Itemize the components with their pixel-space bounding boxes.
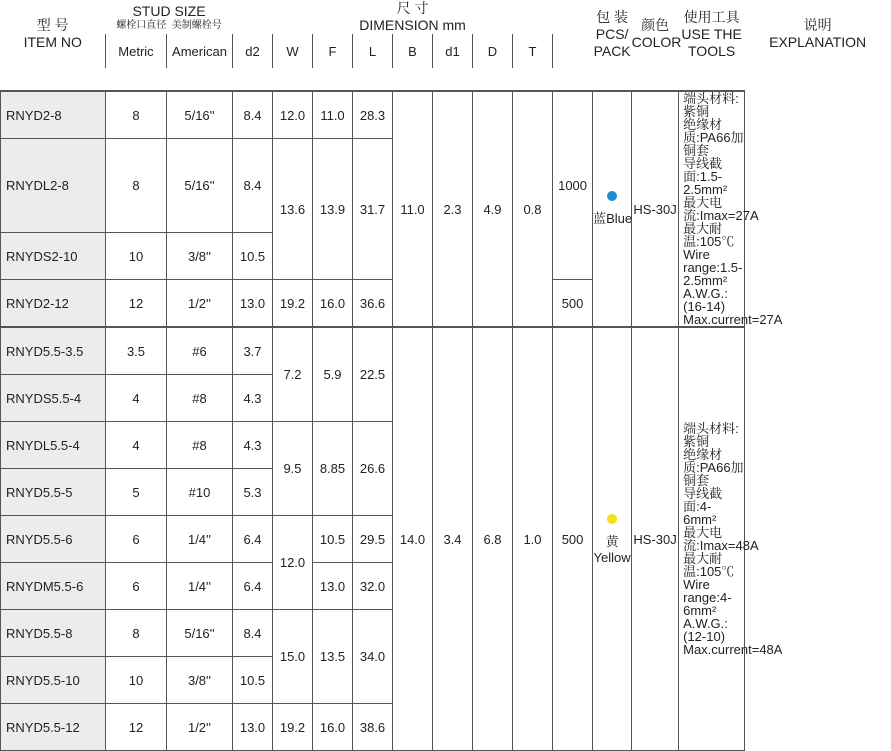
d2-cell: 4.3 [233,422,273,469]
d2-cell: 3.7 [233,327,273,375]
d2-cell: 8.4 [233,91,273,139]
expl-line: 最大耐温:105℃ [683,221,735,249]
expl-line: 导线截面:1.5-2.5mm² [683,156,728,197]
tools-cn: 使用工具 [683,8,740,25]
l-cell: 32.0 [353,563,393,610]
f-cell: 16.0 [313,704,353,751]
metric-cell: 8 [106,139,167,233]
expl-line: 绝缘材质:PA66加铜套 [683,117,744,158]
pack-en1: PCS/ [595,25,629,42]
blue-color-swatch [607,191,617,201]
item-header-cn: 型 号 [36,17,69,33]
d-cell: 4.9 [473,91,513,327]
item-header-en: ITEM NO [23,34,82,50]
l-cell: 31.7 [353,139,393,280]
explanation-cell [679,327,783,751]
group-2mm [1,91,891,327]
w-cell: 19.2 [273,704,313,751]
metric-cell: 5 [106,469,167,516]
f-cell: 8.85 [313,422,353,516]
w-cell: 12.0 [273,516,313,610]
l-cell: 36.6 [353,280,393,328]
d1-cell: 2.3 [433,91,473,327]
american-cell: #10 [167,469,233,516]
item-cell: RNYDM5.5-6 [1,563,106,610]
metric-cell: 12 [106,704,167,751]
american-cell: 1/2'' [167,704,233,751]
expl-line: A.W.G.:(16-14) [683,286,728,314]
dimension-header [233,0,593,34]
expl-line: Wire range:4-6mm² [683,577,732,618]
d-cell: 6.8 [473,327,513,751]
b-header: B [393,34,433,68]
explanation-header [745,0,891,68]
t-cell: 0.8 [513,91,553,327]
stud-metric-cn: 螺栓口直径 [116,19,167,31]
item-cell: RNYDS2-10 [1,233,106,280]
item-cell: RNYD5.5-10 [1,657,106,704]
expl-line: 最大电流:Imax=27A [683,195,759,223]
expl-line: 导线截面:4-6mm² [683,486,723,527]
w-cell: 7.2 [273,327,313,422]
color-header [631,0,682,68]
d2-cell: 10.5 [233,233,273,280]
d2-cell: 4.3 [233,375,273,422]
dimension-en: DIMENSION mm [359,17,466,33]
l-cell: 38.6 [353,704,393,751]
f-header: F [313,34,353,68]
f-cell: 11.0 [313,91,353,139]
d2-cell: 5.3 [233,469,273,516]
item-cell: RNYD5.5-5 [1,469,106,516]
f-cell: 13.5 [313,610,353,704]
item-cell: RNYDL2-8 [1,139,106,233]
w-cell: 13.6 [273,139,313,280]
expl-line: 最大耐温:105℃ [683,551,735,579]
d2-header: d2 [233,34,273,68]
dimension-cn: 尺 寸 [396,0,429,16]
expl-line: 端头材料:紫铜 [683,91,739,119]
stud-size-title: STUD SIZE [132,2,206,19]
d1-cell: 3.4 [433,327,473,751]
pack-cn: 包 装 [596,8,629,25]
american-cell: 1/4'' [167,563,233,610]
expl-line: 端头材料:紫铜 [683,421,739,449]
item-cell: RNYD5.5-8 [1,610,106,657]
tool-cell: HS-30J [632,91,679,327]
american-cell: 5/16'' [167,139,233,233]
item-cell: RNYD5.5-3.5 [1,327,106,375]
explanation-cn: 说明 [803,17,832,33]
expl-line: 最大电流:Imax=48A [683,525,759,553]
american-cell: 5/16'' [167,610,233,657]
item-cell: RNYDL5.5-4 [1,422,106,469]
american-header: American [167,34,233,68]
d2-cell: 6.4 [233,563,273,610]
explanation-cell [679,91,783,327]
item-cell: RNYD2-8 [1,91,106,139]
t-header: T [513,34,553,68]
color-cn: 黄 [605,533,619,549]
american-cell: #6 [167,327,233,375]
metric-cell: 10 [106,233,167,280]
d2-cell: 8.4 [233,139,273,233]
american-cell: 3/8'' [167,657,233,704]
expl-line: Max.current=48A [683,642,783,657]
metric-cell: 8 [106,91,167,139]
metric-cell: 10 [106,657,167,704]
l-header: L [353,34,393,68]
t-cell: 1.0 [513,327,553,751]
pack-en2: PACK [593,42,631,59]
american-cell: 5/16'' [167,91,233,139]
w-cell: 12.0 [273,91,313,139]
color-cell [593,91,632,327]
american-cell: 1/2'' [167,280,233,328]
tools-en2: TOOLS [688,42,736,59]
expl-line: A.W.G.:(12-10) [683,616,728,644]
expl-line: Max.current=27A [683,312,783,327]
american-cell: 1/4'' [167,516,233,563]
group-5-5mm [1,327,891,751]
color-en: COLOR [631,34,682,50]
expl-line: 绝缘材质:PA66加铜套 [683,447,744,488]
b-cell: 11.0 [393,91,433,327]
item-cell: RNYD5.5-6 [1,516,106,563]
item-cell: RNYD5.5-12 [1,704,106,751]
table-row [1,91,891,139]
w-cell: 9.5 [273,422,313,516]
l-cell: 22.5 [353,327,393,422]
d2-cell: 6.4 [233,516,273,563]
color-cn: 颜色 [641,17,670,33]
stud-american-cn: 美制螺栓号 [171,19,222,31]
f-cell: 10.5 [313,516,353,563]
metric-header: Metric [106,34,167,68]
f-cell: 13.0 [313,563,353,610]
f-cell: 5.9 [313,327,353,422]
table-row [1,327,891,375]
metric-cell: 4 [106,375,167,422]
stud-size-header [106,0,233,34]
pack-header [593,0,632,68]
metric-cell: 8 [106,610,167,657]
tools-en1: USE THE [681,25,742,42]
item-header [1,0,106,68]
tool-cell: HS-30J [632,327,679,751]
item-cell: RNYDS5.5-4 [1,375,106,422]
color-label: 蓝Blue [593,211,633,226]
pack-cell: 1000 [553,91,593,280]
color-en: Yellow [593,549,631,565]
w-header: W [273,34,313,68]
explanation-en: EXPLANATION [769,34,867,50]
l-cell: 26.6 [353,422,393,516]
f-cell: 13.9 [313,139,353,280]
metric-cell: 12 [106,280,167,328]
b-cell: 14.0 [393,327,433,751]
tools-header [679,0,745,68]
d2-cell: 13.0 [233,280,273,328]
american-cell: 3/8'' [167,233,233,280]
d1-header: d1 [433,34,473,68]
pack-cell: 500 [553,280,593,328]
metric-cell: 3.5 [106,327,167,375]
w-cell: 19.2 [273,280,313,328]
yellow-color-swatch [607,514,617,524]
l-cell: 34.0 [353,610,393,704]
item-cell: RNYD2-12 [1,280,106,328]
l-cell: 28.3 [353,91,393,139]
color-cell [593,327,632,751]
expl-line: Wire range:1.5-2.5mm² [683,247,743,288]
d2-cell: 10.5 [233,657,273,704]
metric-cell: 6 [106,563,167,610]
l-cell: 29.5 [353,516,393,563]
d-header: D [473,34,513,68]
w-cell: 15.0 [273,610,313,704]
metric-cell: 6 [106,516,167,563]
f-cell: 16.0 [313,280,353,328]
d2-cell: 8.4 [233,610,273,657]
metric-cell: 4 [106,422,167,469]
american-cell: #8 [167,422,233,469]
american-cell: #8 [167,375,233,422]
d2-cell: 13.0 [233,704,273,751]
pack-cell: 500 [553,327,593,751]
